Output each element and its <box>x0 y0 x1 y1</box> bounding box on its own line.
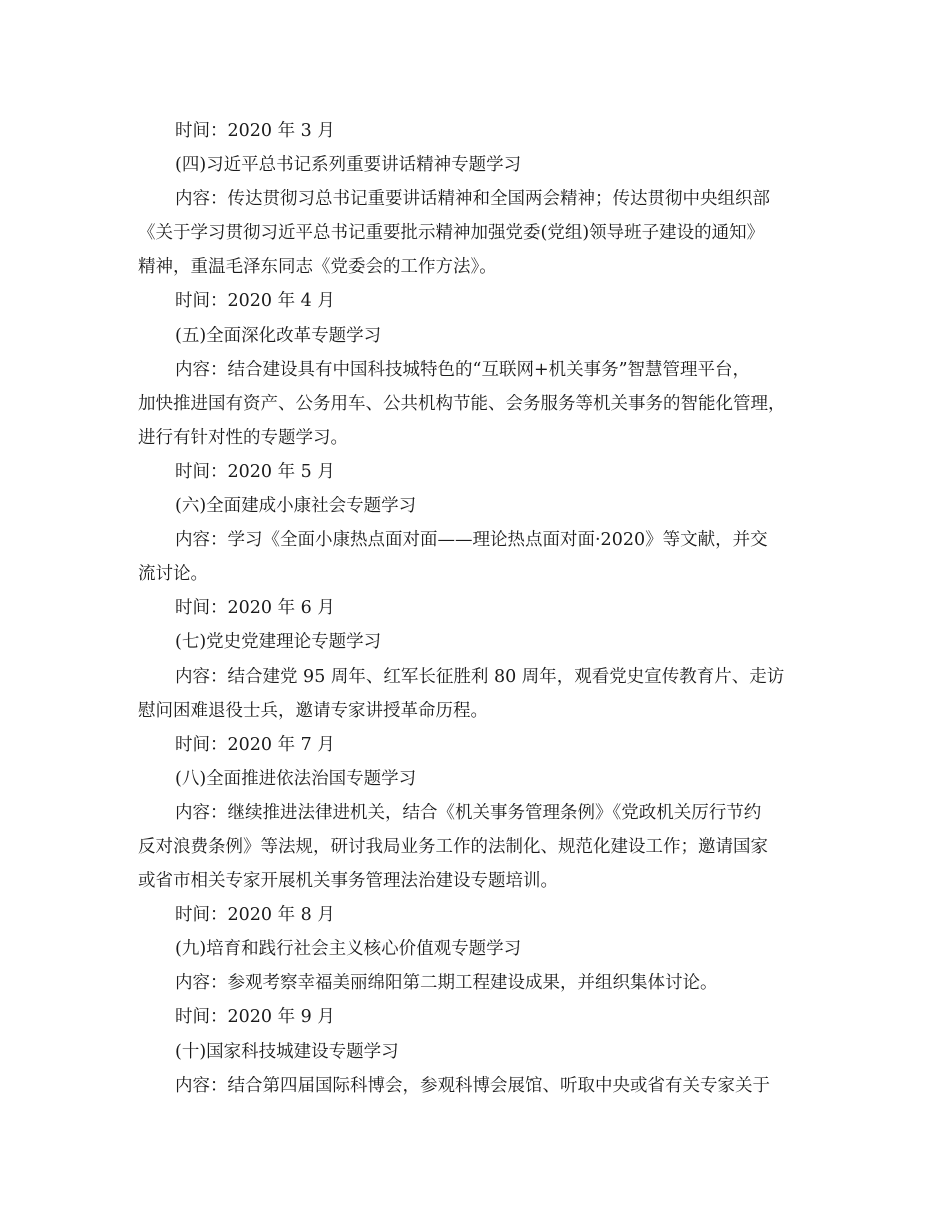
schedule-time-line: 时间：2020 年 4 月 <box>175 291 335 312</box>
schedule-time-line: 时间：2020 年 9 月 <box>175 1007 335 1028</box>
body-text-line: 流讨论。 <box>138 564 208 585</box>
schedule-time-line: 时间：2020 年 7 月 <box>175 734 335 755</box>
section-heading: (六)全面建成小康社会专题学习 <box>175 496 417 517</box>
schedule-time-line: 时间：2020 年 5 月 <box>175 461 335 482</box>
content-paragraph-start: 内容：结合建设具有中国科技城特色的“互联网+机关事务”智慧管理平台， <box>175 359 751 380</box>
section-heading: (九)培育和践行社会主义核心价值观专题学习 <box>175 939 522 960</box>
body-text-line: 进行有针对性的专题学习。 <box>138 427 348 448</box>
body-text-line: 精神，重温毛泽东同志《党委会的工作方法》。 <box>138 257 497 278</box>
section-heading: (八)全面推进依法治国专题学习 <box>175 768 417 789</box>
body-text-line: 《关于学习贯彻习近平总书记重要批示精神加强党委(党组)领导班子建设的通知》 <box>138 223 765 244</box>
section-heading: (四)习近平总书记系列重要讲话精神专题学习 <box>175 155 522 176</box>
body-text-line: 反对浪费条例》等法规，研讨我局业务工作的法制化、规范化建设工作；邀请国家 <box>138 836 768 857</box>
schedule-time-line: 时间：2020 年 3 月 <box>175 121 335 141</box>
document-body <box>138 114 828 1103</box>
content-paragraph-start: 内容：传达贯彻习总书记重要讲话精神和全国两会精神；传达贯彻中央组织部 <box>175 189 770 210</box>
schedule-time-line: 时间：2020 年 6 月 <box>175 598 335 619</box>
content-paragraph-start: 内容：结合建党 95 周年、红军长征胜利 80 周年，观看党史宣传教育片、走访 <box>175 666 785 687</box>
section-heading: (五)全面深化改革专题学习 <box>175 325 382 346</box>
body-text-line: 加快推进国有资产、公务用车、公共机构节能、会务服务等机关事务的智能化管理， <box>138 393 786 414</box>
content-paragraph-start: 内容：学习《全面小康热点面对面——理论热点面对面·2020》等文献，并交 <box>175 530 768 551</box>
body-text-line: 慰问困难退役士兵，邀请专家讲授革命历程。 <box>138 700 488 721</box>
content-paragraph-start: 内容：结合第四届国际科博会，参观科博会展馆、听取中央或省有关专家关于 <box>175 1075 770 1096</box>
content-paragraph-start: 内容：参观考察幸福美丽绵阳第二期工程建设成果，并组织集体讨论。 <box>175 973 718 994</box>
section-heading: (七)党史党建理论专题学习 <box>175 632 382 653</box>
content-paragraph-start: 内容：继续推进法律进机关，结合《机关事务管理条例》《党政机关厉行节约 <box>175 802 762 823</box>
schedule-time-line: 时间：2020 年 8 月 <box>175 905 335 926</box>
section-heading: (十)国家科技城建设专题学习 <box>175 1041 399 1062</box>
body-text-line: 或省市相关专家开展机关事务管理法治建设专题培训。 <box>138 871 558 892</box>
